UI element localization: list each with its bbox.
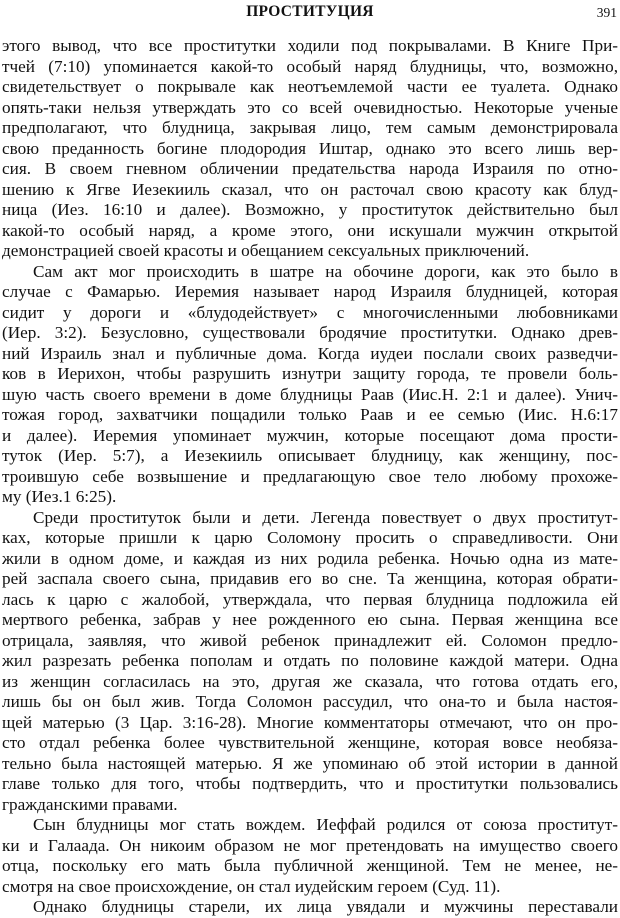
text-line: жили в одном доме, и каждая из них родила ребенка. Ночью одна из мате- bbox=[2, 548, 618, 568]
text-line: (Иер. 3:2). Безусловно, существовали бродячие проститутки. Однако древ- bbox=[2, 323, 618, 342]
text-line: лась к царю с жалобой, утверждала, что первая блудница подложила ей bbox=[2, 589, 618, 609]
text-line: троившую себе возвышение и предлагающую свое тело любому прохоже- bbox=[2, 466, 618, 486]
body-text bbox=[2, 36, 618, 918]
text-line: му (Иез.1 6:25). bbox=[2, 487, 117, 506]
paragraph bbox=[2, 508, 618, 816]
paragraph bbox=[2, 262, 618, 508]
text-line: какой-то особый наряд, а кроме этого, они искушали мужчин открытой bbox=[2, 220, 618, 240]
text-line: этого вывод, что все проститутки ходили под покрывалами. В Книге При- bbox=[2, 36, 618, 55]
text-line: гражданскими правами. bbox=[2, 794, 178, 814]
paragraph bbox=[2, 897, 618, 918]
text-line: лишь бы он был жив. Тогда Соломон рассудил, что она-то и была настоя- bbox=[2, 692, 618, 711]
text-line: шую часть своего времени в доме блудницы Раав (Иис.Н. 2:1 и далее). Унич- bbox=[2, 384, 618, 404]
text-line: отрицала, заявляя, что живой ребенок принадлежит ей. Соломон предло- bbox=[2, 630, 618, 650]
text-line: тчей (7:10) упоминается какой-то особый наряд блудницы, что, возможно, bbox=[2, 56, 618, 76]
text-line: случае с Фамарью. Иеремия называет народ Израиля блудницей, которая bbox=[2, 282, 618, 301]
text-line: предполагают, что блудница, закрывая лицо, тем самым демонстрировала bbox=[2, 118, 618, 137]
text-line: сия. В своем гневном обличении предательства народа Израиля по отно- bbox=[2, 159, 618, 178]
text-line: шению к Ягве Иезекииль сказал, что он расточал свою красоту как блуд- bbox=[2, 179, 618, 199]
text-line: свою преданность богине плодородия Иштар, однако это всего лишь вер- bbox=[2, 138, 618, 158]
text-line: опять-таки нельзя утверждать это со всей очевидностью. Некоторые ученые bbox=[2, 97, 618, 117]
chapter-title: ПРОСТИТУЦИЯ bbox=[246, 3, 374, 20]
paragraph bbox=[2, 815, 618, 897]
text-line: Сын блудницы мог стать вождем. Иеффай родился от союза проститут- bbox=[33, 815, 618, 834]
text-line: демонстрацией своей красоты и обещанием сексуальных приключений. bbox=[2, 241, 530, 260]
text-line: из женщин согласилась на это, другая же сказала, что готова отдать его, bbox=[2, 671, 618, 691]
running-head bbox=[0, 3, 620, 25]
text-line: рей заспала своего сына, придавив его во сне. Та женщина, которая обрати- bbox=[2, 569, 618, 588]
text-line: жил разрезать ребенка пополам и отдать по половине каждой матери. Одна bbox=[2, 651, 618, 670]
page-number: 391 bbox=[596, 5, 617, 20]
text-line: отца, поскольку его мать была публичной женщиной. Тем не менее, не- bbox=[2, 856, 618, 875]
text-line: Среди проституток были и дети. Легенда повествует о двух проститут- bbox=[33, 507, 618, 527]
text-line: сидит у дороги и «блудодействует» с многочисленными любовниками bbox=[2, 302, 618, 322]
text-line: сто отдал ребенка более чувствительной женщине, которая вовсе необяза- bbox=[2, 733, 618, 752]
text-line: смотря на свое происхождение, он стал иудейским героем (Суд. 11). bbox=[2, 876, 501, 896]
text-line: тожая город, захватчики пощадили только Раав и ее семью (Иис. Н.6:17 bbox=[2, 405, 618, 424]
text-line: Однако блудницы старели, их лица увядали и мужчины переставали bbox=[33, 897, 618, 916]
text-line: тельно была настоящей матерью. Я же упоминаю об этой истории в данной bbox=[2, 753, 618, 773]
text-line: туток (Иер. 5:7), а Иезекииль описывает блудницу, как женщину, пос- bbox=[2, 446, 618, 465]
text-line: и далее). Иеремия упоминает мужчин, которые посещают дома прости- bbox=[2, 425, 618, 445]
text-line: щей матерью (3 Цар. 3:16-28). Многие комментаторы отмечают, что он про- bbox=[2, 712, 618, 732]
text-line: ки и Галаада. Он никоим образом не мог претендовать на имущество своего bbox=[2, 835, 618, 855]
text-line: ков в Иерихон, чтобы разрушить изнутри защиту города, те провели боль- bbox=[2, 364, 618, 383]
paragraph bbox=[2, 36, 618, 262]
text-line: мертвого ребенка, забрав у нее рожденного ею сына. Первая женщина все bbox=[2, 610, 618, 629]
text-line: ках, которые пришли к царю Соломону просить о справедливости. Они bbox=[2, 528, 618, 547]
text-line: Сам акт мог происходить в шатре на обочине дороги, как это было в bbox=[33, 261, 618, 281]
text-line: свидетельствует о покрывале как неотъемлемой части ее туалета. Однако bbox=[2, 77, 618, 96]
text-line: главе только для того, чтобы подтвердить, что и проститутки пользовались bbox=[2, 774, 618, 793]
text-line: ний Израиль знал и публичные дома. Когда иудеи послали своих разведчи- bbox=[2, 343, 618, 363]
text-line: ница (Иез. 16:10 и далее). Возможно, у проституток действительно был bbox=[2, 200, 618, 219]
